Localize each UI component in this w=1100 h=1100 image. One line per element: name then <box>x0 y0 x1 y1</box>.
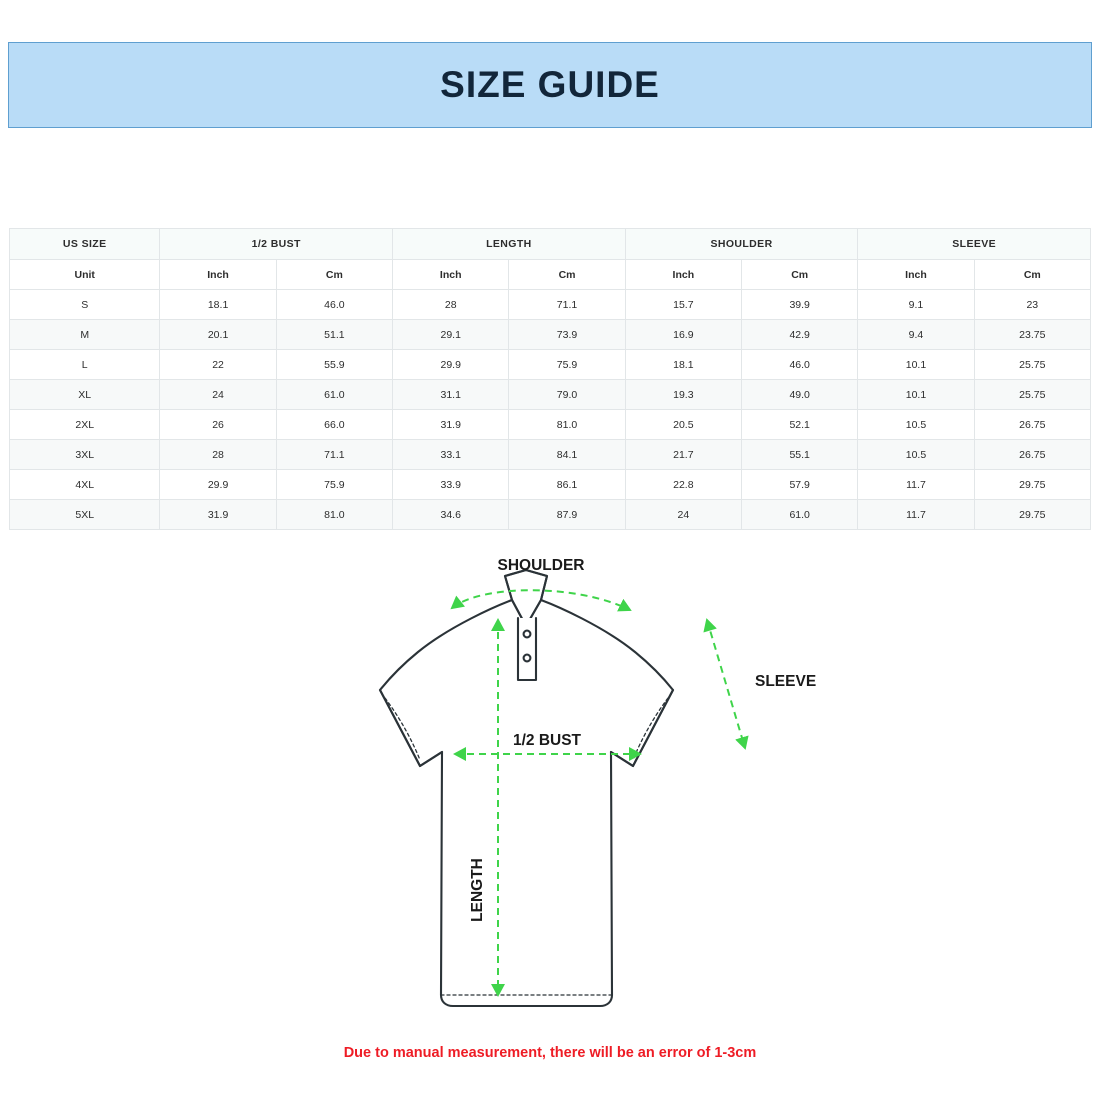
table-cell: 22 <box>160 350 276 380</box>
table-cell: 10.1 <box>858 380 974 410</box>
table-cell: L <box>10 350 160 380</box>
size-table <box>9 228 1091 530</box>
table-cell: 24 <box>160 380 276 410</box>
table-cell: 81.0 <box>509 410 625 440</box>
table-cell: 10.5 <box>858 440 974 470</box>
table-cell: 3XL <box>10 440 160 470</box>
table-cell: 31.9 <box>393 410 509 440</box>
table-cell: 20.5 <box>625 410 741 440</box>
unit-header-cell: Cm <box>276 260 392 290</box>
table-cell: 9.1 <box>858 290 974 320</box>
table-cell: 4XL <box>10 470 160 500</box>
group-header-cell: 1/2 BUST <box>160 229 393 260</box>
table-cell: 42.9 <box>742 320 858 350</box>
size-table-container <box>9 228 1091 530</box>
table-cell: 11.7 <box>858 500 974 530</box>
table-cell: 84.1 <box>509 440 625 470</box>
table-cell: 29.9 <box>160 470 276 500</box>
table-cell: 31.1 <box>393 380 509 410</box>
group-header-cell: SHOULDER <box>625 229 858 260</box>
table-cell: 11.7 <box>858 470 974 500</box>
table-cell: 26 <box>160 410 276 440</box>
table-cell: 75.9 <box>276 470 392 500</box>
table-cell: 2XL <box>10 410 160 440</box>
table-cell: 23 <box>974 290 1090 320</box>
unit-header-cell: Inch <box>393 260 509 290</box>
table-cell: 81.0 <box>276 500 392 530</box>
table-cell: 29.75 <box>974 500 1090 530</box>
table-cell: 49.0 <box>742 380 858 410</box>
shoulder-label: SHOULDER <box>497 557 585 574</box>
table-cell: 16.9 <box>625 320 741 350</box>
table-cell: 29.75 <box>974 470 1090 500</box>
table-cell: 57.9 <box>742 470 858 500</box>
table-cell: 21.7 <box>625 440 741 470</box>
group-header-cell: SLEEVE <box>858 229 1091 260</box>
table-cell: 10.5 <box>858 410 974 440</box>
table-cell: M <box>10 320 160 350</box>
table-cell: 24 <box>625 500 741 530</box>
table-cell: 66.0 <box>276 410 392 440</box>
table-row <box>10 500 1091 530</box>
table-row <box>10 440 1091 470</box>
table-row <box>10 410 1091 440</box>
table-cell: 9.4 <box>858 320 974 350</box>
table-cell: 18.1 <box>625 350 741 380</box>
group-header-row <box>10 229 1091 260</box>
group-header-cell: US SIZE <box>10 229 160 260</box>
table-cell: 51.1 <box>276 320 392 350</box>
unit-header-cell: Inch <box>858 260 974 290</box>
unit-header-cell: Unit <box>10 260 160 290</box>
measurement-disclaimer: Due to manual measurement, there will be an error of 1-3cm <box>343 1045 757 1061</box>
measurement-diagram <box>300 540 820 1040</box>
unit-header-cell: Cm <box>974 260 1090 290</box>
table-cell: 79.0 <box>509 380 625 410</box>
length-label: LENGTH <box>469 858 486 922</box>
size-table-body <box>10 290 1091 530</box>
unit-header-cell: Cm <box>509 260 625 290</box>
unit-header-cell: Inch <box>625 260 741 290</box>
table-cell: 86.1 <box>509 470 625 500</box>
table-cell: 55.1 <box>742 440 858 470</box>
table-cell: 18.1 <box>160 290 276 320</box>
table-row <box>10 380 1091 410</box>
page-title: SIZE GUIDE <box>440 64 660 105</box>
table-cell: 31.9 <box>160 500 276 530</box>
table-cell: 25.75 <box>974 380 1090 410</box>
table-cell: 71.1 <box>509 290 625 320</box>
group-header-cell: LENGTH <box>393 229 626 260</box>
unit-header-row <box>10 260 1091 290</box>
table-cell: 26.75 <box>974 440 1090 470</box>
table-row <box>10 290 1091 320</box>
polo-shirt-outline <box>380 570 673 1006</box>
bust-label: 1/2 BUST <box>512 732 582 749</box>
table-cell: 23.75 <box>974 320 1090 350</box>
table-cell: 34.6 <box>393 500 509 530</box>
unit-header-cell: Cm <box>742 260 858 290</box>
sleeve-measure-arrow <box>707 620 745 748</box>
table-row <box>10 470 1091 500</box>
table-cell: 26.75 <box>974 410 1090 440</box>
size-guide-banner <box>8 42 1092 128</box>
table-cell: 61.0 <box>276 380 392 410</box>
table-row <box>10 320 1091 350</box>
polo-shirt-diagram-svg <box>300 540 820 1040</box>
table-cell: 46.0 <box>276 290 392 320</box>
sleeve-label: SLEEVE <box>755 673 817 690</box>
table-cell: 33.1 <box>393 440 509 470</box>
table-row <box>10 350 1091 380</box>
unit-header-cell: Inch <box>160 260 276 290</box>
table-cell: 52.1 <box>742 410 858 440</box>
table-cell: 75.9 <box>509 350 625 380</box>
table-cell: XL <box>10 380 160 410</box>
table-cell: 29.9 <box>393 350 509 380</box>
table-cell: 15.7 <box>625 290 741 320</box>
table-cell: 5XL <box>10 500 160 530</box>
table-cell: 61.0 <box>742 500 858 530</box>
table-cell: 71.1 <box>276 440 392 470</box>
size-table-head <box>10 229 1091 290</box>
table-cell: 22.8 <box>625 470 741 500</box>
table-cell: 28 <box>393 290 509 320</box>
table-cell: 28 <box>160 440 276 470</box>
table-cell: 29.1 <box>393 320 509 350</box>
table-cell: 25.75 <box>974 350 1090 380</box>
table-cell: 19.3 <box>625 380 741 410</box>
table-cell: 55.9 <box>276 350 392 380</box>
table-cell: S <box>10 290 160 320</box>
table-cell: 20.1 <box>160 320 276 350</box>
table-cell: 87.9 <box>509 500 625 530</box>
table-cell: 39.9 <box>742 290 858 320</box>
table-cell: 10.1 <box>858 350 974 380</box>
table-cell: 73.9 <box>509 320 625 350</box>
table-cell: 46.0 <box>742 350 858 380</box>
table-cell: 33.9 <box>393 470 509 500</box>
